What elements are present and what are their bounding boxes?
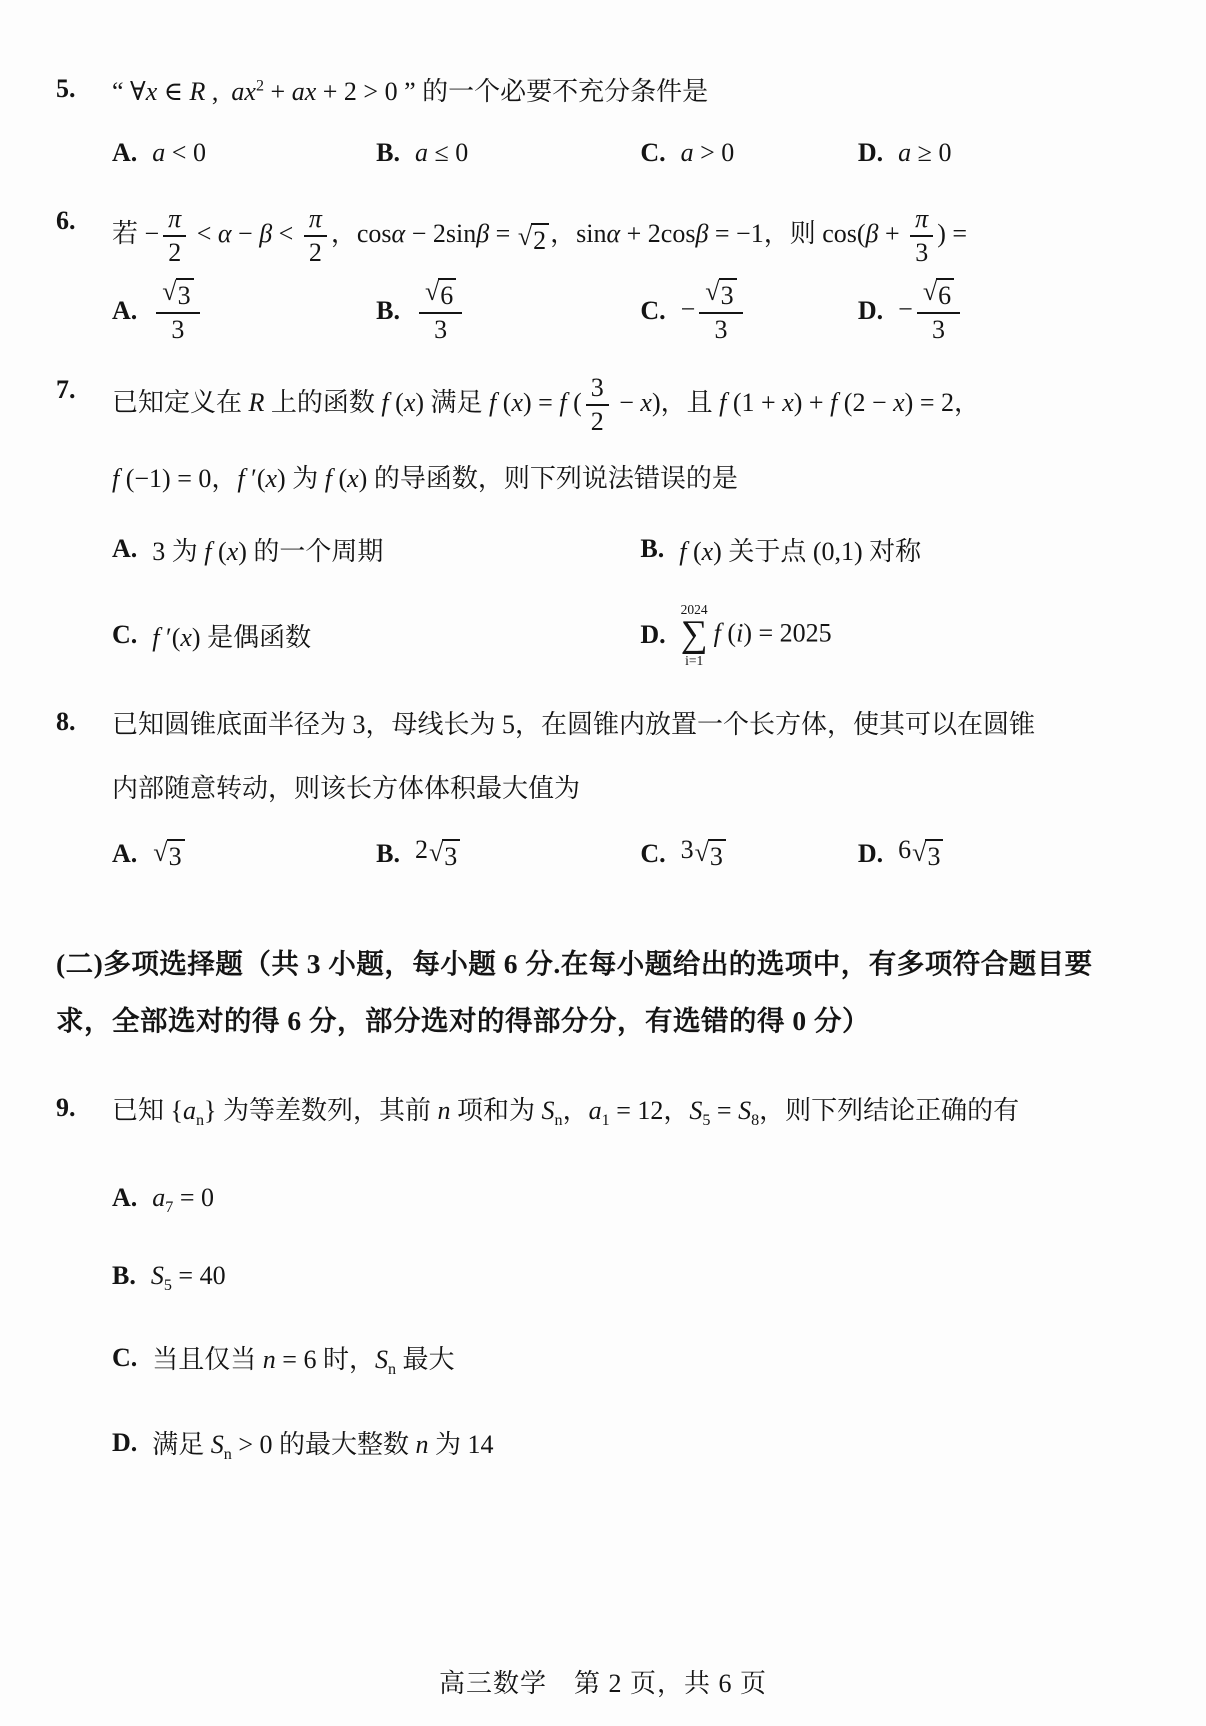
question-number: 8. [56, 706, 76, 736]
question-text: 已知圆锥底面半径为 3，母线长为 5，在圆锥内放置一个长方体，使其可以在圆锥 [112, 709, 1036, 739]
question-7 [56, 373, 1148, 669]
option-math: f ′(x) 是偶函数 [152, 622, 312, 652]
option-math: 3 为 f (x) 的一个周期 [152, 536, 384, 566]
question-number: 9. [56, 1093, 76, 1123]
option-math [415, 278, 466, 345]
fraction: $\frac{\pi}{3}$ [910, 204, 933, 268]
option-math: 2 √ 3 [415, 835, 461, 872]
page-footer: 高三数学 第 2 页，共 6 页 [438, 1669, 767, 1698]
question-number: 7. [56, 374, 76, 404]
radical-sign-icon: √ [425, 277, 440, 307]
sigma-icon: ∑ [680, 613, 708, 656]
question-body [112, 204, 1148, 345]
radical-sign-icon: √ [162, 277, 177, 307]
radical-sign-icon: √ [153, 838, 168, 868]
radical-sign-icon: √ [429, 838, 444, 868]
section-heading: (二)多项选择题（共 3 小题，每小题 6 分.在每小题给出的选项中，有多项符合题目要求，全部选对的得 6 分，部分选对的得部分分，有选错的得 0 分） [56, 948, 1093, 1036]
option-b [112, 1261, 226, 1295]
option-d [640, 602, 1148, 669]
option-label: B. [112, 1261, 136, 1291]
option-c [112, 1339, 455, 1379]
option-a [112, 1183, 215, 1217]
question-text: f (−1) = 0，f ′(x) 为 f (x) 的导函数，则下列说法错误的是 [112, 463, 738, 493]
question-body [112, 373, 1148, 669]
option-b [376, 835, 640, 872]
option-label: C. [112, 620, 138, 650]
option-a [112, 138, 376, 168]
question-text: 已知 $\{a_n\}$ 为等差数列，其前 n 项和为 $S_n$，$a_1 = 12$，$S_5 = S_8$，则下列结论正确的有 [112, 1096, 1020, 1130]
option-b [376, 278, 640, 345]
option-c [640, 138, 858, 168]
option-math [152, 278, 203, 345]
question-text: 已知定义在 R 上的函数 f (x) 满足 f (x) = f ( $\frac{3}{2}$ − x)，且 f (1 + x) + f (2 − x) = 2， [112, 372, 980, 436]
option-a [112, 835, 376, 872]
radical: √ 6 [425, 278, 456, 311]
option-label: C. [640, 838, 666, 868]
option-label: A. [112, 296, 138, 326]
option-b [376, 138, 640, 168]
fraction: √ 6 3 [419, 278, 462, 345]
summation: 2024 ∑ i=1 [680, 601, 708, 669]
radical: √ 6 [923, 278, 954, 311]
question-text: “ ∀x ∈ R , $ax^2$ + ax + 2 > 0 ” 的一个必要不充分条件是 [112, 77, 709, 106]
option-label: D. [857, 138, 884, 168]
option-label: C. [640, 138, 666, 168]
option-d [112, 1424, 494, 1464]
option-math: 6 √ 3 [898, 835, 944, 872]
option-math: $a_7 = 0$ [152, 1183, 215, 1217]
option-label: B. [640, 534, 665, 564]
option-label: A. [112, 534, 138, 564]
option-label: C. [640, 296, 666, 326]
option-label: C. [112, 1342, 138, 1372]
radical: √ 2 [518, 223, 549, 256]
option-label: A. [112, 1183, 138, 1213]
option-math: $S_5 = 40$ [150, 1261, 226, 1295]
option-d [858, 278, 1148, 345]
option-math: a > 0 [680, 138, 735, 168]
radical: √ 3 [705, 278, 736, 311]
option-label: A. [112, 138, 138, 168]
options-grid [112, 531, 1148, 669]
fraction: √ 3 3 [699, 278, 742, 345]
radical: √ 3 [162, 278, 193, 311]
option-math: a ≤ 0 [415, 138, 469, 168]
option-math: 3 √ 3 [681, 835, 727, 872]
fraction: $\frac{\pi}{2}$ [304, 204, 327, 268]
options-row [112, 835, 1148, 872]
option-label: B. [376, 296, 401, 326]
fraction: √ 6 3 [917, 278, 960, 345]
option-math: − √ 3 3 [681, 278, 747, 345]
question-9 [56, 1091, 1148, 1464]
option-c [112, 617, 640, 654]
option-label: D. [857, 838, 884, 868]
fraction: √ 3 3 [156, 278, 199, 345]
option-a [112, 531, 640, 568]
option-a [112, 278, 376, 345]
fraction: $\frac{\pi}{2}$ [163, 204, 186, 268]
question-body [112, 705, 1148, 872]
radical-sign-icon: √ [694, 838, 709, 868]
option-math: 2024 ∑ i=1 f (i) = 2025 [680, 601, 832, 669]
question-body [112, 1091, 1148, 1464]
option-label: D. [112, 1427, 138, 1457]
option-math: 当且仅当 n = 6 时，$S_n$ 最大 [152, 1345, 455, 1379]
question-number: 5. [56, 74, 76, 103]
option-label: A. [112, 838, 138, 868]
question-text: 若 − $\frac{\pi}{2}$ < α − β < $\frac{\pi}{2}$ ，cosα − 2sinβ = √ 2 ，sinα + 2cosβ = −1，则 cos(β + $\frac{\pi}{3}$ ) = [112, 204, 968, 268]
option-d [858, 138, 1148, 168]
option-math [152, 835, 185, 872]
option-label: D. [857, 296, 884, 326]
option-d [858, 835, 1148, 872]
question-5 [56, 72, 1148, 168]
radical: √ 3 [429, 839, 460, 872]
radical: √ 3 [695, 839, 726, 872]
fraction: $\frac{3}{2}$ [586, 373, 609, 437]
options-row [112, 278, 1148, 345]
option-b [640, 531, 1148, 568]
question-8 [56, 705, 1148, 872]
radical: √ 3 [912, 839, 943, 872]
radical: √ 3 [153, 839, 184, 872]
radical-sign-icon: √ [912, 838, 927, 868]
option-label: B. [376, 138, 401, 168]
question-text: 内部随意转动，则该长方体体积最大值为 [112, 774, 581, 804]
radical-sign-icon: √ [922, 277, 938, 307]
option-math: f (x) 关于点 (0,1) 对称 [679, 536, 922, 566]
option-label: B. [376, 838, 401, 868]
question-number: 6. [56, 206, 76, 236]
options-row [112, 138, 1148, 168]
question-body [112, 72, 1148, 168]
option-c [640, 278, 858, 345]
options-column [112, 1183, 1148, 1464]
option-math: − √ 6 3 [898, 278, 964, 345]
option-math: a ≥ 0 [898, 138, 952, 168]
radical-sign-icon: √ [705, 277, 720, 307]
option-c [640, 835, 858, 872]
option-math: 满足 $S_n > 0$ 的最大整数 n 为 14 [152, 1430, 494, 1464]
question-6 [56, 204, 1148, 345]
option-math: a < 0 [152, 138, 206, 168]
radical-sign-icon: √ [517, 222, 533, 252]
option-label: D. [640, 620, 666, 650]
